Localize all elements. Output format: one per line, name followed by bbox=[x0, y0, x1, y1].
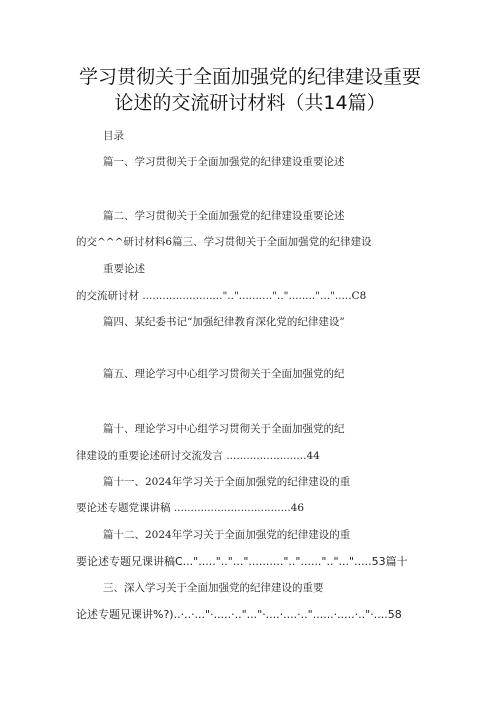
toc-heading: 目录 bbox=[103, 130, 124, 142]
toc-entry: 篇十一、2024年学习关于全面加强党的纪律建设的重 bbox=[103, 476, 351, 488]
toc-entry: 篇二、学习贯彻关于全面加强党的纪律建设重要论述 bbox=[103, 210, 345, 222]
toc-entry: 篇五、理论学习中心组学习贯彻关于全面加强党的纪 bbox=[103, 368, 345, 380]
toc-entry-continuation: 重要论述 bbox=[103, 263, 145, 275]
toc-entry-continuation: 的交流研讨材 ........................".."..........".."........"...".....C8 bbox=[76, 290, 367, 302]
toc-entry: 篇四、某纪委书记“加强纪律教育深化党的纪律建设” bbox=[103, 316, 345, 328]
toc-entry-continuation: 论述专题兄课讲%?)..·..·..."·.....·.."..."·....·....·.."......·.....·.."·....58 bbox=[76, 608, 402, 621]
toc-entry-continuation: 律建设的重要论述研讨交流发言 ........................44 bbox=[76, 450, 320, 462]
toc-entry-continuation: 的交^^^研讨材料6篇三、学习贯彻关于全面加强党的纪律建设 bbox=[76, 236, 372, 248]
toc-entry-continuation: 要论述专题兄课讲稿C...".....".."..."..........".."......".."...".....53篇十 bbox=[76, 555, 408, 568]
toc-entry-continuation: 要论述专题党课讲稿 ...................................46 bbox=[76, 502, 305, 514]
toc-entry: 篇十、理论学习中心组学习贯彻关于全面加强党的纪 bbox=[103, 423, 345, 435]
toc-entry: 篇一、学习贯彻关于全面加强党的纪律建设重要论述 bbox=[103, 156, 345, 168]
toc-entry: 三、深入学习关于全面加强党的纪律建设的重要 bbox=[103, 582, 324, 594]
document-title-line-1: 学习贯彻关于全面加强党的纪律建设重要 bbox=[78, 66, 421, 88]
toc-entry: 篇十二、2024年学习关于全面加强党的纪律建设的重 bbox=[103, 529, 351, 541]
document-title-line-2: 论述的交流研讨材料（共14篇） bbox=[114, 92, 386, 114]
